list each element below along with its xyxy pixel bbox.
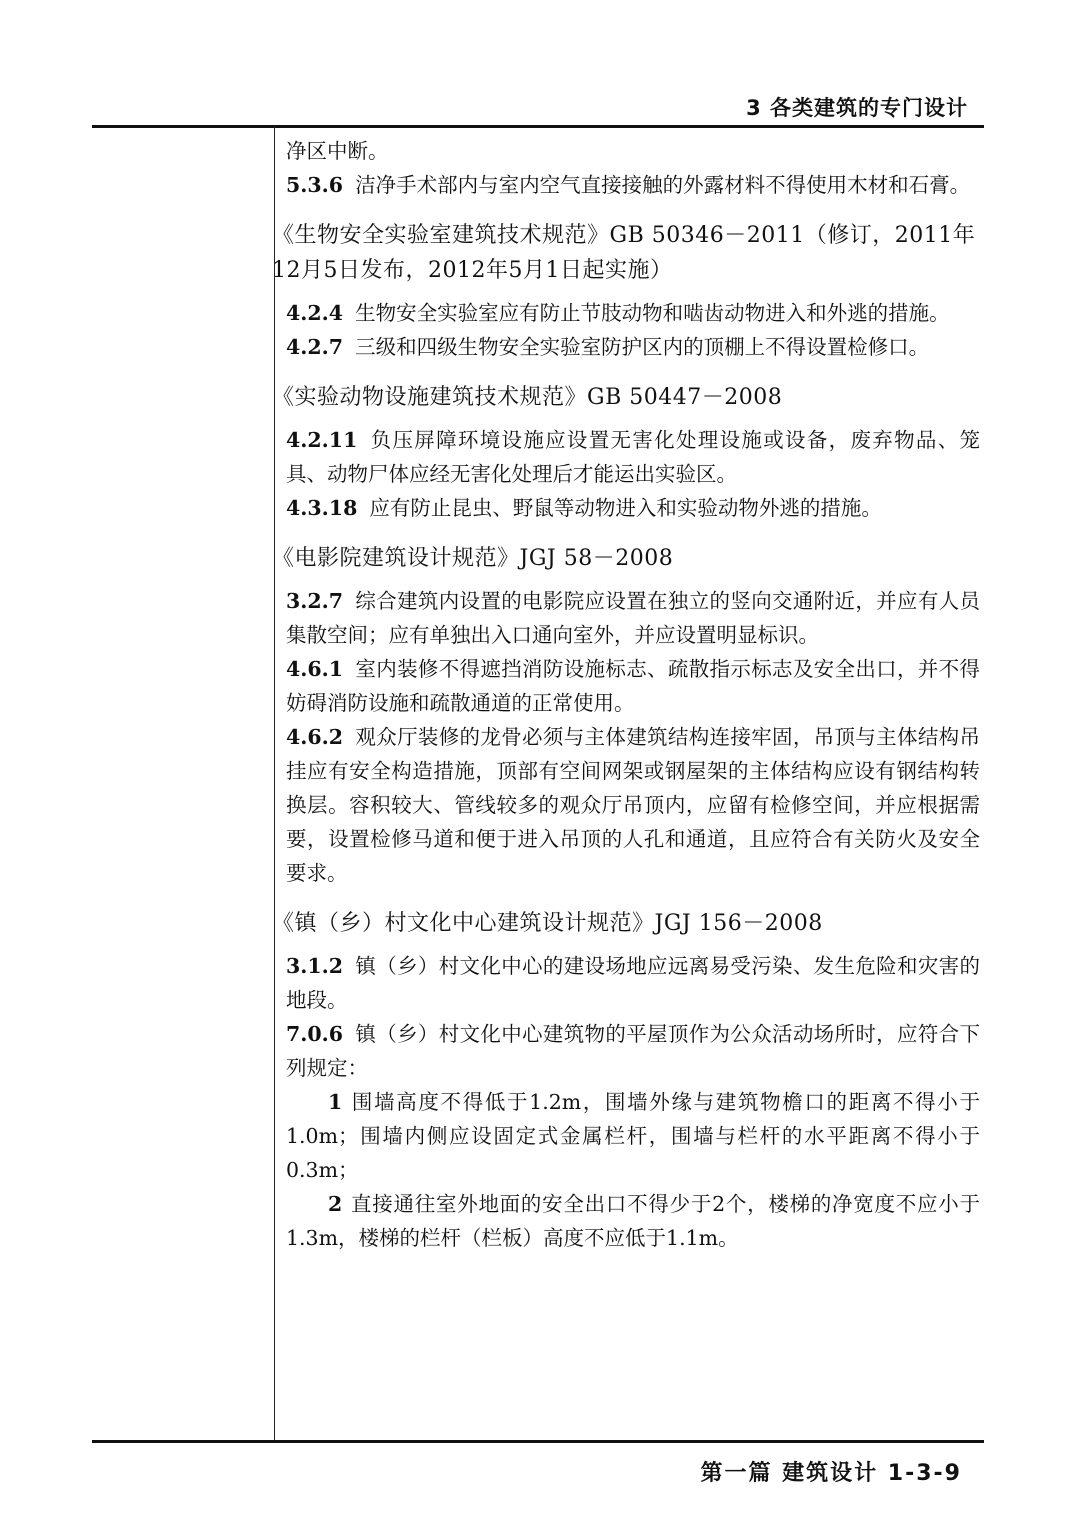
clause-text: 负压屏障环境设施应设置无害化处理设施或设备，废弃物品、笼具、动物尸体应经无害化处理后才能运出实验区。 [286, 428, 980, 486]
clause-text: 室内装修不得遮挡消防设施标志、疏散指示标志及安全出口，并不得妨碍消防设施和疏散通道的正常使用。 [286, 657, 980, 715]
clause-text: 镇（乡）村文化中心建筑物的平屋顶作为公众活动场所时，应符合下列规定： [286, 1022, 980, 1080]
item-number: 1 [328, 1090, 343, 1114]
clause-number: 4.3.18 [286, 496, 358, 520]
clause [286, 949, 980, 1017]
clause-text: 应有防止昆虫、野鼠等动物进入和实验动物外逃的措施。 [369, 496, 882, 520]
list-item [286, 1187, 980, 1255]
list-item [286, 1085, 980, 1187]
clause-number: 7.0.6 [286, 1022, 344, 1046]
page-footer: 第一篇 建筑设计 1-3-9 [700, 1461, 962, 1486]
clause-text: 镇（乡）村文化中心的建设场地应远离易受污染、发生危险和灾害的地段。 [286, 954, 980, 1012]
clause-text: 观众厅装修的龙骨必须与主体建筑结构连接牢固，吊顶与主体结构吊挂应有安全构造措施，顶部有空间网架或钢屋架的主体结构应设有钢结构转换层。容积较大、管线较多的观众厅吊顶内，应留有检修空间，并应根据需要，设置检修马道和便于进入吊顶的人孔和通道，且应符合有关防火及安全要求。 [286, 725, 980, 885]
clause-number: 4.2.11 [286, 428, 358, 452]
clause [286, 652, 980, 720]
chapter-header: 3 各类建筑的专门设计 [746, 96, 968, 120]
clause [286, 423, 980, 491]
standard-title: 《电影院建筑设计规范》JGJ 58－2008 [272, 546, 674, 571]
clause-number: 4.2.7 [286, 335, 344, 359]
clause [286, 584, 980, 652]
footer-rule [92, 1440, 984, 1443]
clause-number: 4.6.1 [286, 657, 344, 681]
clause-text: 生物安全实验室应有防止节肢动物和啮齿动物进入和外逃的措施。 [355, 301, 950, 325]
header-rule [92, 125, 984, 128]
standard-title: 《生物安全实验室建筑技术规范》GB 50346－2011（修订，2011年12月5日发布，2012年5月1日起实施） [272, 223, 976, 283]
clause [286, 1017, 980, 1085]
standard-title: 《镇（乡）村文化中心建筑设计规范》JGJ 156－2008 [272, 911, 823, 936]
clause-text: 综合建筑内设置的电影院应设置在独立的竖向交通附近，并应有人员集散空间；应有单独出入口通向室外，并应设置明显标识。 [286, 589, 980, 647]
clause-number: 3.2.7 [286, 589, 344, 613]
item-text: 直接通往室外地面的安全出口不得少于2个，楼梯的净宽度不应小于1.3m，楼梯的栏杆（栏板）高度不应低于1.1m。 [286, 1192, 980, 1250]
clause-text: 洁净手术部内与室内空气直接接触的外露材料不得使用木材和石膏。 [355, 173, 971, 197]
clause-number: 4.6.2 [286, 725, 344, 749]
page-content [272, 134, 980, 1255]
clause [286, 296, 980, 330]
clause-text: 三级和四级生物安全实验室防护区内的顶棚上不得设置检修口。 [355, 335, 930, 359]
clause [286, 720, 980, 890]
margin-divider [274, 126, 275, 1440]
clause [286, 330, 980, 364]
clause [286, 491, 980, 525]
standard-title: 《实验动物设施建筑技术规范》GB 50447－2008 [272, 385, 783, 410]
clause-number: 3.1.2 [286, 954, 344, 978]
item-text: 围墙高度不得低于1.2m，围墙外缘与建筑物檐口的距离不得小于1.0m；围墙内侧应设固定式金属栏杆，围墙与栏杆的水平距离不得小于0.3m； [286, 1090, 980, 1182]
clause [286, 168, 980, 202]
clause-number: 4.2.4 [286, 301, 344, 325]
clause-number: 5.3.6 [286, 173, 344, 197]
item-number: 2 [328, 1192, 343, 1216]
paragraph: 净区中断。 [286, 139, 389, 163]
